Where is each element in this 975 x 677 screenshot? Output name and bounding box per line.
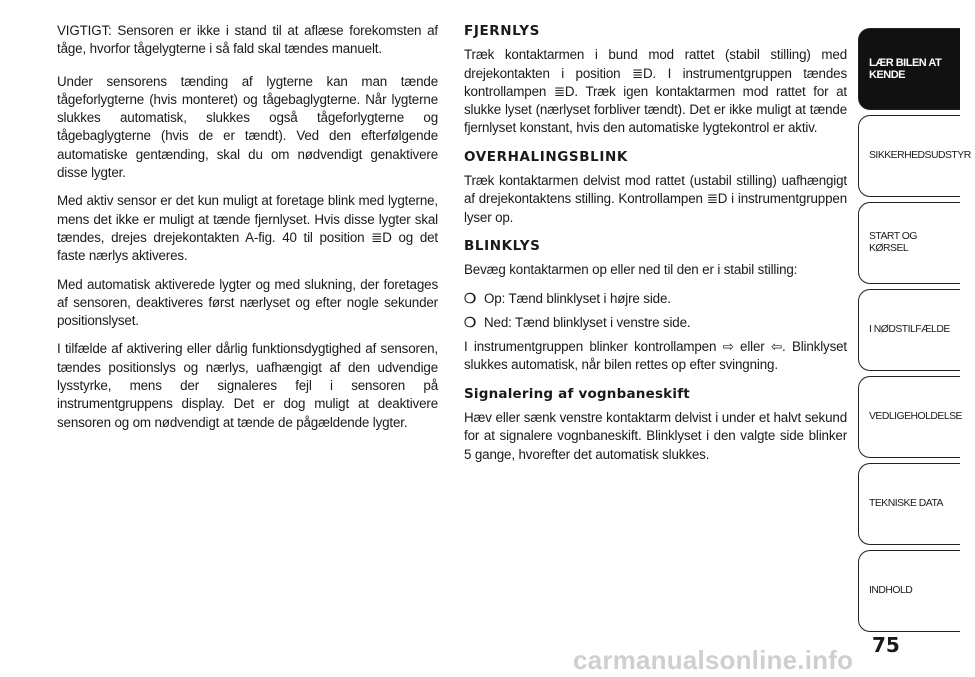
tab-vedligeholdelse[interactable] (858, 376, 960, 458)
tab-label: START OG KØRSEL (869, 231, 917, 254)
bullet-text-ned: Ned: Tænd blinklyset i venstre side. (484, 314, 691, 330)
heading-fjernlys: FJERNLYS (464, 23, 540, 39)
paragraph-automatisk-slukning: Med automatisk aktiverede lygter og med slukning, der foretages af sensoren, deaktiveres først nærlyset og efter nogle sekunder positionslyset. (57, 276, 438, 329)
chapter-tabs (858, 28, 971, 637)
paragraph-fjernlys: Træk kontaktarmen i bund mod rattet (stabil stilling) med drejekontakten i position ≣D. I instrumentgruppen tændes kontrollampen ≣D. Træk igen kontaktarmen mod rattet for at slukke lyset (nærlyset forbliver tændt). Det er ikke muligt at tænde fjernlyset konstant, hvis den automatiske lygtekontrol er aktiv. (464, 47, 847, 136)
tab-label: INDHOLD (869, 585, 913, 596)
page-number: 75 (872, 633, 900, 657)
bullet-text-op: Op: Tænd blinklyset i højre side. (484, 290, 671, 306)
paragraph-aktiv-sensor: Med aktiv sensor er det kun muligt at foretage blink med lygterne, mens det ikke er muligt at tænde fjernlyset. Hvis disse lygter skal tændes, drejes drejekontakten A-fig. 40 til position ≣D og det faste nærlys aktiveres. (57, 193, 438, 264)
bullet-circle-icon: ❍ (464, 314, 476, 330)
paragraph-blinklys-intro: Bevæg kontaktarmen op eller ned til den er i stabil stilling: (464, 262, 798, 278)
watermark: carmanualsonline.info (573, 645, 854, 675)
bullet-item (464, 314, 847, 332)
tab-label: TEKNISKE DATA (869, 498, 943, 509)
bullet-circle-icon: ❍ (464, 290, 476, 306)
tab-label: SIKKERHEDSUDSTYR (869, 150, 971, 161)
tab-label: LÆR BILEN AT KENDE (869, 57, 942, 81)
right-column (464, 22, 847, 474)
paragraph-blinklys: I instrumentgruppen blinker kontrollampen ⇨ eller ⇦. Blinklyset slukkes automatisk, når bilen rettes op efter svingning. (464, 339, 847, 373)
paragraph-sensor-fejl: I tilfælde af aktivering eller dårlig funktionsdygtighed af sensoren, tændes positionslys og nærlys, uafhængigt af den udvendige lysstyrke, mens der signaleres fejl i sensoren på instrumentgruppens display. Det er dog muligt at deaktivere sensoren og om nødvendigt at tænde de pågældende lygter. (57, 341, 438, 430)
paragraph-overhalingsblink: Træk kontaktarmen delvist mod rattet (ustabil stilling) uafhængigt af drejekontaktens stilling. Kontrollampen ≣D i instrumentgruppen lyser op. (464, 173, 847, 225)
tab-i-noedstilfaelde[interactable] (858, 289, 960, 371)
bullet-item (464, 290, 847, 308)
tab-start-og-koersel[interactable] (858, 202, 960, 284)
tab-tekniske-data[interactable] (858, 463, 960, 545)
tab-label: VEDLIGEHOLDELSE (869, 411, 962, 422)
heading-overhalingsblink: OVERHALINGSBLINK (464, 148, 628, 165)
tab-sikkerhedsudstyr[interactable] (858, 115, 971, 197)
paragraph-vognbaneskift: Hæv eller sænk venstre kontaktarm delvist i under et halvt sekund for at signalere vognbaneskift. Blinklyset i den valgte side blinker 5 gange, hvorefter det automatisk slukkes. (464, 410, 847, 462)
left-column (57, 22, 438, 442)
paragraph-sensor-taageforlygter: Under sensorens tænding af lygterne kan man tænde tågeforlygterne (hvis monteret) og tågebaglygterne. Når lygterne slukkes automatisk, slukkes også tågeforlygterne og tågebaglygterne (hvis de er tændt). Ved den efterfølgende automatiske gentænding, skal du om nødvendigt genaktivere disse lygter. (57, 73, 438, 181)
paragraph-vigtigt: VIGTIGT: Sensoren er ikke i stand til at aflæse forekomsten af tåge, hvorfor tågelygterne i så fald skal tændes manuelt. (57, 23, 438, 57)
heading-vognbaneskift: Signalering af vognbaneskift (464, 385, 690, 402)
tab-laer-bilen-at-kende[interactable] (858, 28, 960, 110)
tab-label: I NØDSTILFÆLDE (869, 324, 950, 335)
heading-blinklys: BLINKLYS (464, 237, 541, 254)
tab-indhold[interactable] (858, 550, 960, 632)
